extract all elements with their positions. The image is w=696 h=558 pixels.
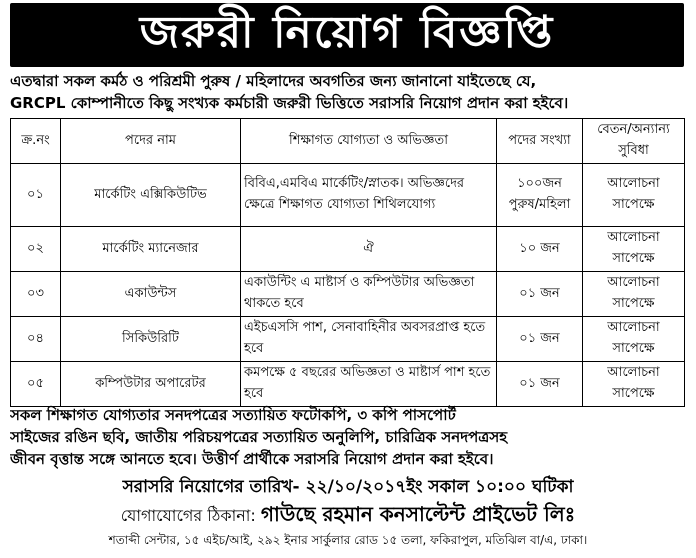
post-cell: সিকিউরিটি	[61, 317, 241, 362]
count-line: ১০০জন	[517, 176, 562, 191]
company-name: গাউছে রহমান কনসাল্টেন্ট প্রাইভেট লিঃ	[260, 502, 576, 526]
address-line: শতাব্দী সেন্টার, ১৫ এইচ/আই, ২৯২ ইনার সার্কুলার রোড ১৫ তলা, ফকিরাপুল, মতিঝিল বা/এ, ঢাকা।	[108, 533, 588, 547]
requirement-cell	[241, 164, 497, 227]
requirement-cell: ঐ	[241, 227, 497, 272]
column-header: পদের নাম	[61, 119, 241, 164]
post-cell: কম্পিউটার অপারেটর	[61, 362, 241, 407]
salary-cell: আলোচনা সাপেক্ষে	[583, 362, 685, 407]
requirement-cell: একাউন্টিং এ মাষ্টার্স ও কম্পিউটার অভিজ্ঞতা থাকতে হবে	[241, 272, 497, 317]
contact-label: যোগাযোগের ঠিকানা:	[120, 506, 256, 525]
column-header: পদের সংখ্যা	[497, 119, 583, 164]
serial-cell: ০২	[11, 227, 61, 272]
serial-cell: ০৫	[11, 362, 61, 407]
requirements-note	[10, 404, 686, 470]
requirement-line: বিবিএ,এমবিএ মার্কেটিং/স্নাতক। অভিজ্ঞদের	[244, 176, 465, 191]
post-cell: মার্কেটিং ম্যানেজার	[61, 227, 241, 272]
note-line: জীবন বৃত্তান্ত সঙ্গে আনতে হবে। উত্তীর্ণ প্রার্থীকে সরাসরি নিয়োগ প্রদান করা হইবে।	[10, 450, 494, 468]
count-cell: ০১ জন	[497, 317, 583, 362]
salary-cell: আলোচনা সাপেক্ষে	[583, 272, 685, 317]
column-header: বেতন/অন্যান্য সুবিধা	[583, 119, 685, 164]
recruitment-date: সরাসরি নিয়োগের তারিখ- ২২/১০/২০১৭ইং সকাল ১০:০০ ঘটিকা	[122, 477, 574, 497]
requirement-line: ক্ষেত্রে শিক্ষাগত যোগ্যতা শিথিলযোগ্য	[244, 197, 436, 212]
note-line: সকল শিক্ষাগত যোগ্যতার সনদপত্রের সত্যায়িত ফটোকপি, ৩ কপি পাসপোর্ট	[10, 406, 456, 424]
count-cell: ০১ জন	[497, 272, 583, 317]
serial-cell: ০৪	[11, 317, 61, 362]
page-title: জরুরী নিয়োগ বিজ্ঞপ্তি	[10, 3, 684, 67]
table-row	[11, 164, 685, 227]
table-row	[11, 317, 685, 362]
post-cell: একাউন্টস	[61, 272, 241, 317]
salary-cell: আলোচনা সাপেক্ষে	[583, 227, 685, 272]
count-cell: ০১ জন	[497, 362, 583, 407]
table-row	[11, 227, 685, 272]
table-header-row	[11, 119, 685, 164]
column-header: শিক্ষাগত যোগ্যতা ও অভিজ্ঞতা	[241, 119, 497, 164]
intro-line: এতদ্বারা সকল কর্মঠ ও পরিশ্রমী পুরুষ / মহিলাদের অবগতির জন্য জানানো যাইতেছে যে,	[10, 72, 537, 90]
salary-cell: আলোচনা সাপেক্ষে	[583, 164, 685, 227]
count-cell	[497, 164, 583, 227]
serial-cell: ০১	[11, 164, 61, 227]
requirement-cell: কমপক্ষে ৫ বছরের অভিজ্ঞতা ও মাষ্টার্স পাশ হতে হবে	[241, 362, 497, 407]
contact-line	[10, 500, 686, 533]
count-cell: ১০ জন	[497, 227, 583, 272]
post-cell: মার্কেটিং এক্সিকিউটিভ	[61, 164, 241, 227]
table-row	[11, 272, 685, 317]
count-line: পুরুষ/মহিলা	[508, 197, 571, 212]
jobs-table	[10, 118, 685, 407]
requirement-cell: এইচএসসি পাশ, সেনাবাহিনীর অবসরপ্রাপ্ত হতে হবে	[241, 317, 497, 362]
note-line: সাইজের রঙিন ছবি, জাতীয় পরিচয়পত্রের সত্যায়িত অনুলিপি, চারিত্রিক সনদপত্রসহ	[10, 428, 508, 446]
serial-cell: ০৩	[11, 272, 61, 317]
table-row	[11, 362, 685, 407]
salary-cell: আলোচনা সাপেক্ষে	[583, 317, 685, 362]
column-header: ক্র.নং	[11, 119, 61, 164]
intro-line: GRCPL কোম্পানীতে কিছু সংখ্যক কর্মচারী জরুরী ভিত্তিতে সরাসরি নিয়োগ প্রদান করা হইবে।	[10, 94, 569, 112]
intro-paragraph	[10, 70, 686, 114]
